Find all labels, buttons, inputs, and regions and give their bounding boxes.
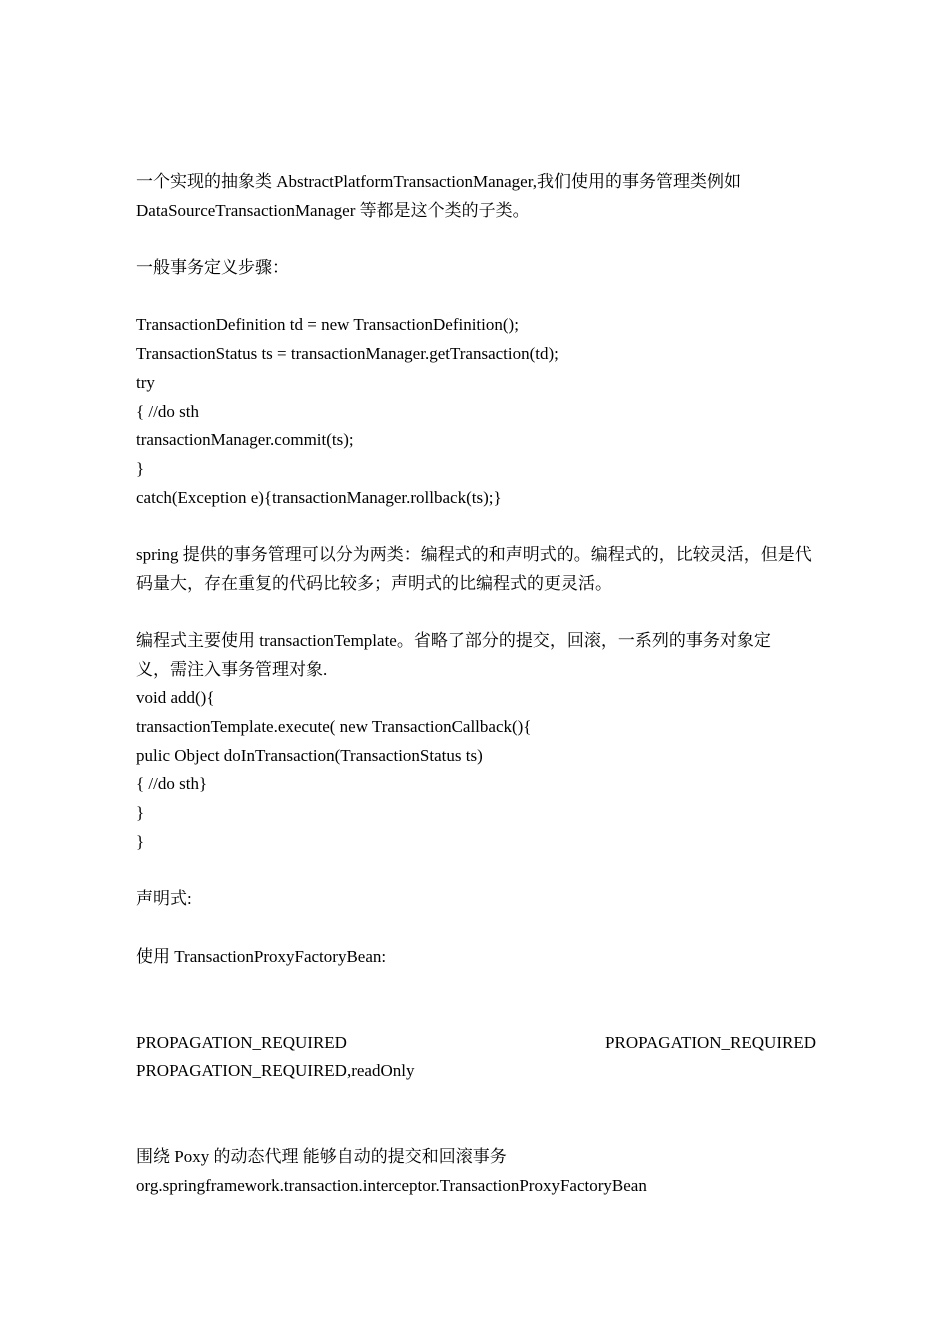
code-block-2 <box>136 684 816 856</box>
code-line: void add(){ <box>136 688 215 708</box>
programmatic-paragraph-line-2: 义，需注入事务管理对象. <box>136 659 328 679</box>
code-line: try <box>136 372 155 392</box>
programmatic-paragraph-line-1: 编程式主要使用 transactionTemplate。省略了部分的提交，回滚，一系列的事务对象定 <box>136 631 771 650</box>
code-line: { //do sth <box>136 401 199 421</box>
code-line: } <box>136 458 145 478</box>
code-line: } <box>136 803 145 823</box>
code-line: TransactionStatus ts = transactionManager.getTransaction(td); <box>136 344 559 364</box>
spring-paragraph-line-1: spring 提供的事务管理可以分为两类：编程式的和声明式的。编程式的，比较灵活，但是代 <box>136 544 812 564</box>
spacer <box>136 914 816 943</box>
spacer <box>136 857 816 886</box>
poxy-paragraph-line-2: org.springframework.transaction.interceptor.TransactionProxyFactoryBean <box>136 1176 647 1196</box>
code-line: catch(Exception e){transactionManager.rollback(ts);} <box>136 487 502 507</box>
propagation-row <box>136 1029 816 1058</box>
code-line: transactionTemplate.execute( new TransactionCallback(){ <box>136 717 532 737</box>
spacer <box>136 1086 816 1143</box>
spacer <box>136 512 816 541</box>
code-line: pulic Object doInTransaction(TransactionStatus ts) <box>136 745 483 765</box>
poxy-paragraph-line-1: 围绕 Poxy 的动态代理 能够自动的提交和回滚事务 <box>136 1147 507 1167</box>
code-line: transactionManager.commit(ts); <box>136 430 354 450</box>
spring-paragraph-line-2: 码量大，存在重复的代码比较多；声明式的比编程式的更灵活。 <box>136 573 612 593</box>
declarative-heading: 声明式: <box>136 889 192 909</box>
document-page <box>136 168 816 1201</box>
spacer <box>136 225 816 254</box>
code-line: { //do sth} <box>136 774 208 794</box>
code-block-1 <box>136 311 816 512</box>
proxy-factory-line: 使用 TransactionProxyFactoryBean: <box>136 946 387 966</box>
intro-line-1: 一个实现的抽象类 AbstractPlatformTransactionManager,我们使用的事务管理类例如 <box>136 172 741 191</box>
propagation-left: PROPAGATION_REQUIRED <box>136 1032 347 1052</box>
propagation-second-line: PROPAGATION_REQUIRED,readOnly <box>136 1061 415 1081</box>
spacer <box>136 971 816 1028</box>
spacer <box>136 598 816 627</box>
code-line: } <box>136 831 145 851</box>
spacer <box>136 283 816 312</box>
intro-line-2: DataSourceTransactionManager 等都是这个类的子类。 <box>136 200 530 220</box>
general-steps-heading: 一般事务定义步骤： <box>136 258 289 278</box>
propagation-right: PROPAGATION_REQUIRED <box>605 1032 816 1052</box>
code-line: TransactionDefinition td = new TransactionDefinition(); <box>136 315 519 335</box>
